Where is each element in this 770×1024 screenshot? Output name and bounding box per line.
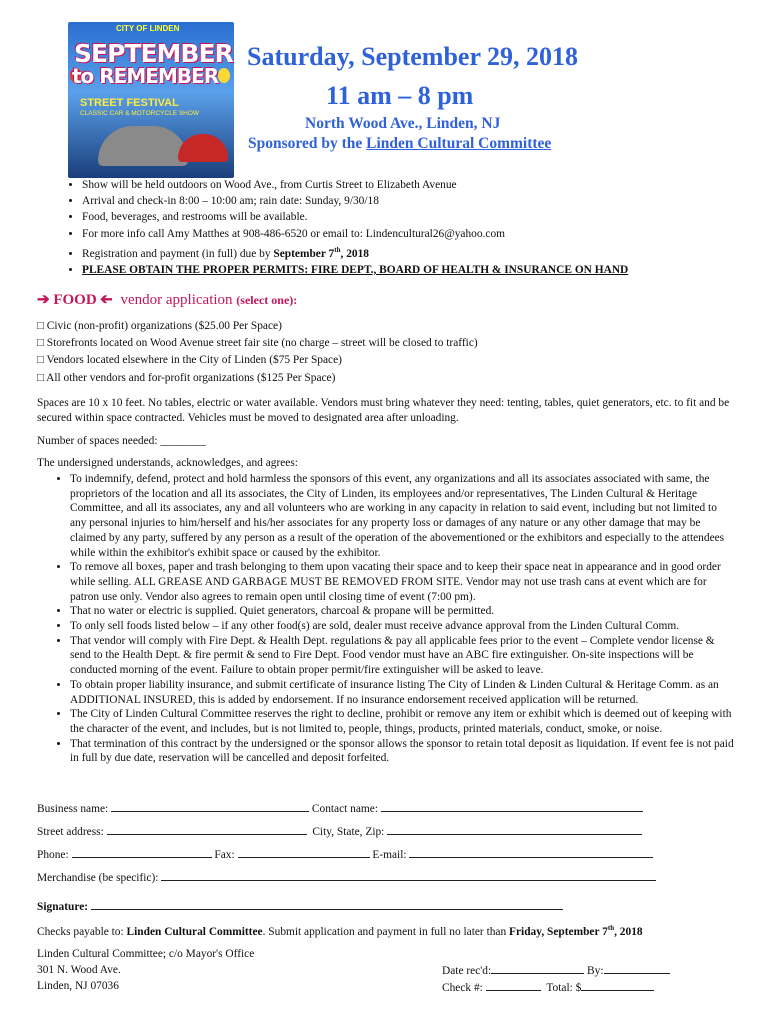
- num-spaces-field[interactable]: Number of spaces needed: ________: [37, 435, 206, 447]
- festival-logo: [68, 22, 234, 178]
- logo-line1: SEPTEMBER: [74, 39, 233, 68]
- logo-city: CITY OF LINDEN: [116, 24, 180, 33]
- merch-row: [37, 869, 737, 886]
- registration-sup: th: [334, 245, 341, 254]
- business-name-field[interactable]: [111, 800, 309, 812]
- checks-line: [37, 924, 643, 939]
- logo-line2: to REMEMBER: [72, 64, 219, 88]
- event-location: North Wood Ave., Linden, NJ: [305, 115, 501, 132]
- phone-row: [37, 846, 737, 863]
- term-item: • To only sell foods listed below – if any other food(s) are sold, dealer must receive advance approval from the Linden Cultural Comm.: [70, 619, 735, 634]
- checks-payee: Linden Cultural Committee: [126, 925, 263, 938]
- term-item: • That termination of this contract by the undersigned or the sponsor allows the sponsor to retain total deposit as liquidation. If event fee is not paid in full by due date, reservation will be cancelled and deposit forfeited.: [70, 737, 735, 766]
- option-checkbox[interactable]: □ Storefronts located on Wood Avenue street fair site (no charge – street will be closed to traffic): [37, 337, 478, 350]
- registration-date: September 7: [273, 247, 335, 260]
- red-car-icon: [178, 134, 228, 162]
- term-item: • To obtain proper liability insurance, and submit certificate of insurance listing The City of Linden & Linden Cultural & Heritage Comm. as an ADDITIONAL INSURED, this is added by endorsement. If no insurance endorsement received application will be returned.: [70, 678, 735, 707]
- checks-year: , 2018: [614, 925, 643, 938]
- merch-label: Merchandise (be specific):: [37, 872, 159, 884]
- street-label: Street address:: [37, 826, 104, 838]
- checks-prefix: Checks payable to:: [37, 925, 124, 938]
- by-field[interactable]: [604, 962, 670, 974]
- business-row: [37, 800, 737, 817]
- contact-label: Contact name:: [311, 803, 379, 815]
- vendor-application-label: vendor application: [120, 292, 233, 308]
- option-checkbox[interactable]: □ Vendors located elsewhere in the City of Linden ($75 Per Space): [37, 354, 342, 367]
- arrow-right-icon: ➔: [37, 292, 50, 308]
- contact-name-field[interactable]: [381, 800, 643, 812]
- info-item: • Show will be held outdoors on Wood Ave., from Curtis Street to Elizabeth Avenue: [82, 177, 770, 193]
- date-recd-label: Date rec'd:: [442, 965, 492, 977]
- fax-label: Fax:: [214, 849, 235, 861]
- street-address-field[interactable]: [107, 823, 307, 835]
- term-item: • To remove all boxes, paper and trash belonging to them upon vacating their space and to keep their space neat in appearance and in good order while selling. ALL GREASE AND GARBAGE MUST BE REMOVED FROM SITE. Vendor may not use trash cans at event which are for patron use only. Vendor also agrees to remain open until closing time of event (7:00 pm).: [70, 560, 735, 604]
- logo-line4: CLASSIC CAR & MOTORCYCLE SHOW: [80, 110, 200, 117]
- by-label: By:: [587, 965, 604, 977]
- sponsor-line: [248, 134, 551, 154]
- arrow-left-icon: ➔: [100, 292, 113, 308]
- registration-item: [82, 242, 770, 262]
- address-line: 301 N. Wood Ave.: [37, 964, 121, 976]
- option-checkbox[interactable]: □ Civic (non-profit) organizations ($25.00 Per Space): [37, 320, 282, 332]
- vendor-options: [37, 318, 478, 387]
- food-label: FOOD: [53, 292, 97, 308]
- signature-row: [37, 898, 737, 915]
- check-num-label: Check #:: [442, 982, 483, 994]
- logo-line3: STREET FESTIVAL: [80, 97, 179, 109]
- food-heading: [37, 291, 297, 310]
- term-item: • To indemnify, defend, protect and hold harmless the sponsors of this event, any organizations and all its associates associated with same, the proprietors of the location and all its associates, the City of Linden, its employees and/or representatives, The Linden Cultural & Heritage Committee, and all its associates, any and all volunteers who are working in any capacity in relation to said event, including but not limited to any personal injuries to him/herself and his/her associates for any property loss or damages of any nature or any other damage that may be claimed by any party, suffered by any person as a result of the operation of the abovementioned or the exhibitors and especially to the attendees while within the exhibitor's exhibit space or caused by the exhibitor.: [70, 472, 735, 560]
- permits-item: [82, 262, 770, 278]
- signature-label: Signature:: [37, 901, 89, 913]
- phone-field[interactable]: [72, 846, 212, 858]
- fax-field[interactable]: [238, 846, 370, 858]
- permits-notice: PLEASE OBTAIN THE PROPER PERMITS: FIRE DEPT., BOARD OF HEALTH & INSURANCE ON HAND: [82, 263, 629, 276]
- term-item: • That vendor will comply with Fire Dept. & Health Dept. regulations & pay all applicable fees prior to the event – Complete vendor license & send to the Health Dept. & fire permit & send to Fire Dept. Food vendor must have an ABC fire extinguisher. On-site inspections will be conducted morning of the event. Failure to obtain proper permit/fire extinguisher will be asked to leave.: [70, 634, 735, 678]
- email-field[interactable]: [409, 846, 653, 858]
- sponsor-link[interactable]: Linden Cultural Committee: [366, 135, 552, 152]
- info-list: [36, 177, 770, 278]
- office-use: [442, 962, 670, 996]
- total-label: Total: $: [546, 982, 582, 994]
- info-item: • For more info call Amy Matthes at 908-486-6520 or email to: Lindencultural26@yahoo.com: [82, 226, 770, 242]
- city-label: City, State, Zip:: [312, 826, 385, 838]
- check-num-field[interactable]: [486, 979, 541, 991]
- spaces-paragraph: Spaces are 10 x 10 feet. No tables, electric or water available. Vendors must bring whatever they need: tenting, tables, quiet generators, etc. to fit and be secured within space contracted. Vehicles must be moved to designated area after unloading.: [37, 397, 730, 425]
- mailing-address: [37, 946, 254, 994]
- email-label: E-mail:: [372, 849, 407, 861]
- merchandise-field[interactable]: [161, 869, 656, 881]
- event-date: Saturday, September 29, 2018: [247, 42, 579, 71]
- checks-sup: th: [607, 924, 615, 932]
- date-recd-field[interactable]: [491, 962, 584, 974]
- classic-car-icon: [98, 126, 188, 166]
- signature-field[interactable]: [91, 898, 563, 910]
- total-field[interactable]: [581, 979, 654, 991]
- checks-deadline: Friday, September 7: [509, 925, 608, 938]
- address-row: [37, 823, 737, 840]
- checks-middle: . Submit application and payment in full no later than: [262, 925, 507, 938]
- term-item: • The City of Linden Cultural Committee reserves the right to decline, prohibit or remove any item or exhibit which is deemed out of keeping with the character of the event, and includes, but is not limited to, people, things, products, printed materials, conduct, smoke, or noise.: [70, 707, 735, 736]
- city-state-zip-field[interactable]: [387, 823, 642, 835]
- info-item: • Arrival and check-in 8:00 – 10:00 am; rain date: Sunday, 9/30/18: [82, 193, 770, 209]
- event-time: 11 am – 8 pm: [326, 81, 474, 110]
- registration-prefix: Registration and payment (in full) due by: [82, 247, 271, 260]
- term-item: • That no water or electric is supplied. Quiet generators, charcoal & propane will be permitted.: [70, 604, 735, 619]
- select-one-label: (select one):: [236, 293, 298, 307]
- balloon-icon: [218, 68, 230, 83]
- info-item: • Food, beverages, and restrooms will be available.: [82, 209, 770, 225]
- phone-label: Phone:: [37, 849, 69, 861]
- agree-intro: The undersigned understands, acknowledges, and agrees:: [37, 457, 298, 469]
- option-checkbox[interactable]: □ All other vendors and for-profit organizations ($125 Per Space): [37, 371, 336, 384]
- registration-year: , 2018: [340, 247, 369, 260]
- address-line: Linden Cultural Committee; c/o Mayor's Office: [37, 948, 255, 960]
- sponsored-prefix: Sponsored by the: [248, 135, 363, 152]
- terms-list: [37, 472, 735, 766]
- address-line: Linden, NJ 07036: [37, 980, 119, 992]
- business-label: Business name:: [37, 803, 109, 815]
